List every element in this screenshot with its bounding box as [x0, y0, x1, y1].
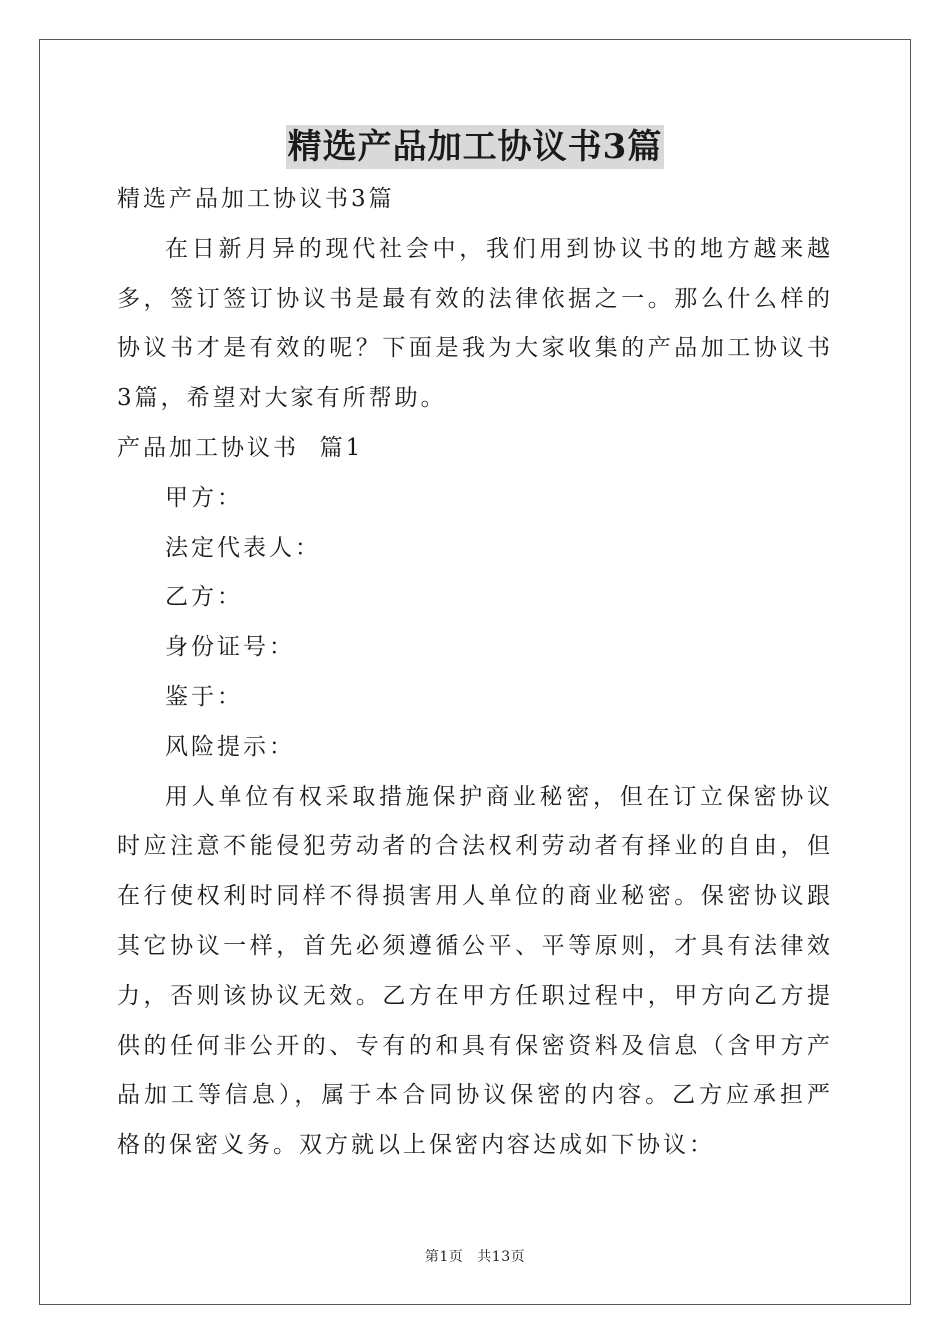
document-subtitle: 精选产品加工协议书3篇: [117, 186, 395, 212]
page-number: 第1页: [424, 1249, 464, 1265]
field-id-number: 身份证号：: [165, 634, 295, 661]
page-footer: [0, 1246, 950, 1266]
total-pages: 共13页: [477, 1249, 526, 1265]
title-container: [0, 125, 950, 169]
field-risk-notice: 风险提示：: [165, 733, 295, 760]
intro-paragraph: 在日新月异的现代社会中，我们用到协议书的地方越来越多，签订签订协议书是最有效的法律依据之一。那么什么样的协议书才是有效的呢？下面是我为大家收集的产品加工协议书3篇，希望对大家有所帮助。: [117, 235, 833, 412]
section-heading: 产品加工协议书 篇1: [117, 434, 364, 461]
field-party-b: 乙方：: [165, 584, 243, 611]
field-whereas: 鉴于：: [165, 683, 243, 710]
document-title: 精选产品加工协议书3篇: [287, 127, 663, 167]
field-party-a: 甲方：: [165, 484, 243, 511]
document-body: [117, 175, 833, 1171]
field-legal-representative: 法定代表人：: [165, 534, 321, 561]
risk-paragraph: 用人单位有权采取措施保护商业秘密，但在订立保密协议时应注意不能侵犯劳动者的合法权利劳动者有择业的自由，但在行使权利时同样不得损害用人单位的商业秘密。保密协议跟其它协议一样，首先必须遵循公平、平等原则，才具有法律效力，否则该协议无效。乙方在甲方任职过程中，甲方向乙方提供的任何非公开的、专有的和具有保密资料及信息（含甲方产品加工等信息），属于本合同协议保密的内容。乙方应承担严格的保密义务。双方就以上保密内容达成如下协议：: [117, 783, 833, 1159]
